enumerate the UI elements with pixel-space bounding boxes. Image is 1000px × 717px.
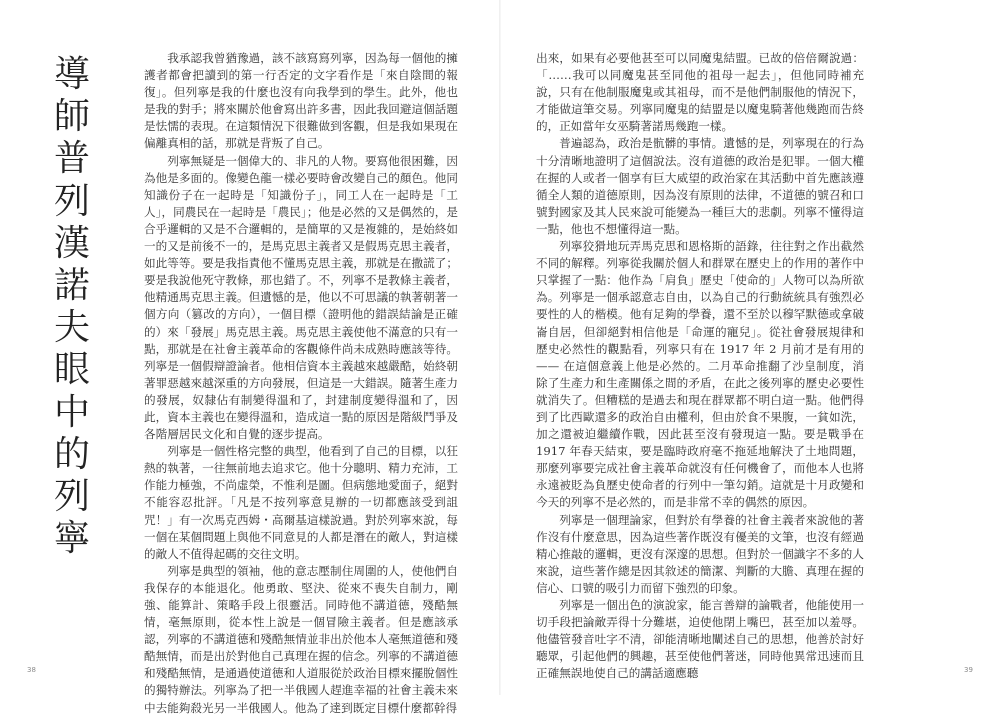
paragraph: 列寧是一個理論家，但對於有學養的社會主義者來說他的著作沒有什麼意思，因為這些著作既沒有優美的文筆，也沒有經過精心推敲的邏輯，更沒有深邃的思想。但對於一個識字不多的人來說，這些著作總是因其敘述的簡潔、判斷的大膽、真理在握的信心、口號的吸引力而留下強烈的印象。 <box>536 512 864 595</box>
paragraph: 我承認我曾猶豫過，該不該寫寫列寧，因為每一個他的擁護者都會把讀到的第一行否定的文字看作是「來自陰間的報復」。但列寧是我的什麼也沒有向我學到的學生。此外，他也是我的對手；將來關於他會寫出許多書，因此我回避這個話題是怯懦的表現。在這類情況下很難做到客觀，但是我如果現在偏離真相的話，那就是背叛了自己。 <box>144 51 458 151</box>
left-page-text <box>144 50 458 715</box>
paragraph: 列寧是典型的領袖，他的意志壓制住周圍的人，使他們自我保存的本能退化。他勇敢、堅決、從來不喪失自制力，剛強、能算計、策略手段上很靈活。同時他不講道德，殘酷無情，毫無原則，從本性上說是一個冒險主義者。但是應該承認，列寧的不講道德和殘酷無情並非出於他本人毫無道德和殘酷無情，而是出於對他自己真理在握的信念。列寧的不講道德和殘酷無情，是通過使道德和人道服從於政治目標來擺脫個性的獨特辦法。列寧為了把一半俄國人趕進幸福的社會主義未來中去能夠殺光另一半俄國人。他為了達到既定目標什麼都幹得 <box>144 563 458 715</box>
paragraph: 列寧狡猾地玩弄馬克思和恩格斯的語錄，往往對之作出截然不同的解釋。列寧從我關於個人和群眾在歷史上的作用的著作中只掌握了一點：他作為「肩負」歷史「使命的」人物可以為所欲為。列寧是一個承認意志自由，以為自己的行動統統具有強烈必要性的人的楷模。他有足夠的學養，還不至於以穆罕默德或拿破崙自居，但卻絕對相信他是「命運的寵兒」。從社會發展規律和歷史必然性的觀點看，列寧只有在 1917 年 2 月前才是有用的 —— 在這個意義上他是必然的。二月革命推翻了沙皇制度，消除了生產力和生產關係之間的矛盾，在此之後列寧的歷史必要性就消失了。但糟糕的是過去和現在群眾都不明白這一點。他們得到了比西歐還多的政治自由權利，但由於食不果腹，一貧如洗，加之還被迫繼續作戰，因此甚至沒有發現這一點。要是戰爭在 1917 年春天結束，要是臨時政府毫不拖延地解決了土地問題，那麼列寧要完成社會主義革命就沒有任何機會了，而他本人也將永遠被貶為負歷史使命者的行列中一筆勾銷。這就是十月政變和今天的列寧不是必然的，而是非常不幸的偶然的原因。 <box>536 239 864 510</box>
paragraph: 普遍認為，政治是骯髒的事情。遺憾的是，列寧現在的行為十分清晰地證明了這個說法。沒有道德的政治是犯罪。一個大權在握的人或者一個享有巨大威望的政治家在其活動中首先應該遵循全人類的道德原則，因為沒有原則的法律，不道德的號召和口號對國家及其人民來說可能變為一種巨大的悲劇。列寧不懂得這一點，他也不想懂得這一點。 <box>536 136 864 236</box>
chapter-title: 導 師 普 列 漢 諾 夫 眼 中 的 列 寧 <box>53 54 90 560</box>
page-number-right: 39 <box>964 666 973 674</box>
paragraph: 列寧是一個性格完整的典型，他看到了自己的目標，以狂熱的執著，一往無前地去追求它。他十分聰明、精力充沛，工作能力極強，不尚虛榮，不惟利是圖。但病態地愛面子，絕對不能容忍批評。「凡是不按列寧意見辦的一切都應該受到詛咒！」有一次馬克西姆・高爾基這樣說過。對於列寧來說，每一個在某個問題上與他不同意見的人都是潛在的敵人，對這樣的敵人不值得起碼的交往文明。 <box>144 444 458 561</box>
page-number-left: 38 <box>27 666 36 674</box>
paragraph: 列寧無疑是一個偉大的、非凡的人物。要寫他很困難，因為他是多面的。像變色龍一樣必要時會改變自己的顏色。他同知識份子在一起時是「知識份子」，同工人在一起時是「工人」，同農民在一起時是「農民」；他是必然的又是偶然的，是合乎邏輯的又是不合邏輯的，是簡單的又是複雜的，是始終如一的又是前後不一的，是馬克思主義者又是假馬克思主義者，如此等等。要是我指責他不懂馬克思主義，那就是在撒謊了；要是我說他死守教條，那也錯了。不，列寧不是教條主義者，他精通馬克思主義。但遺憾的是，他以不可思議的執著朝著一個方向（篡改的方向），一個目標（證明他的錯誤結論是正確的）來「發展」馬克思主義。馬克思主義使他不滿意的只有一點，那就是在社會主義革命的客觀條件尚未成熟時應該等待。列寧是一個假辯證論者。他相信資本主義越來越嚴酷，始終朝著罪惡越來越深重的方向發展，但這是一大錯誤。隨著生產力的發展，奴隸佔有制變得溫和了，封建制度變得溫和了，因此，資本主義也在變得溫和，造成這一點的原因是階級鬥爭及各階層居民文化和自覺的逐步提高。 <box>144 153 458 442</box>
right-page-text <box>536 50 864 681</box>
page-gutter <box>499 0 501 695</box>
paragraph: 列寧是一個出色的演說家，能言善辯的論戰者，他能使用一切手段把論敵弄得十分難堪，迫使他閉上嘴巴，甚至加以羞辱。他儘管發音吐字不清，卻能清晰地闡述自己的思想，他善於討好聽眾，引起他們的興趣，甚至使他們著迷，同時他異常迅速而且正確無誤地使自己的講話適應聽 <box>536 598 864 681</box>
paragraph: 出來，如果有必要他甚至可以同魔鬼結盟。已故的倍倍爾說過：「……我可以同魔鬼甚至同他的祖母一起去」，但他同時補充說，只有在他制服魔鬼或其祖母，而不是他們制服他的情況下，才能做這筆交易。列寧同魔鬼的結盟是以魔鬼騎著他幾跑而告終的，正如當年女巫騎著諾馬幾跑一樣。 <box>536 51 864 134</box>
